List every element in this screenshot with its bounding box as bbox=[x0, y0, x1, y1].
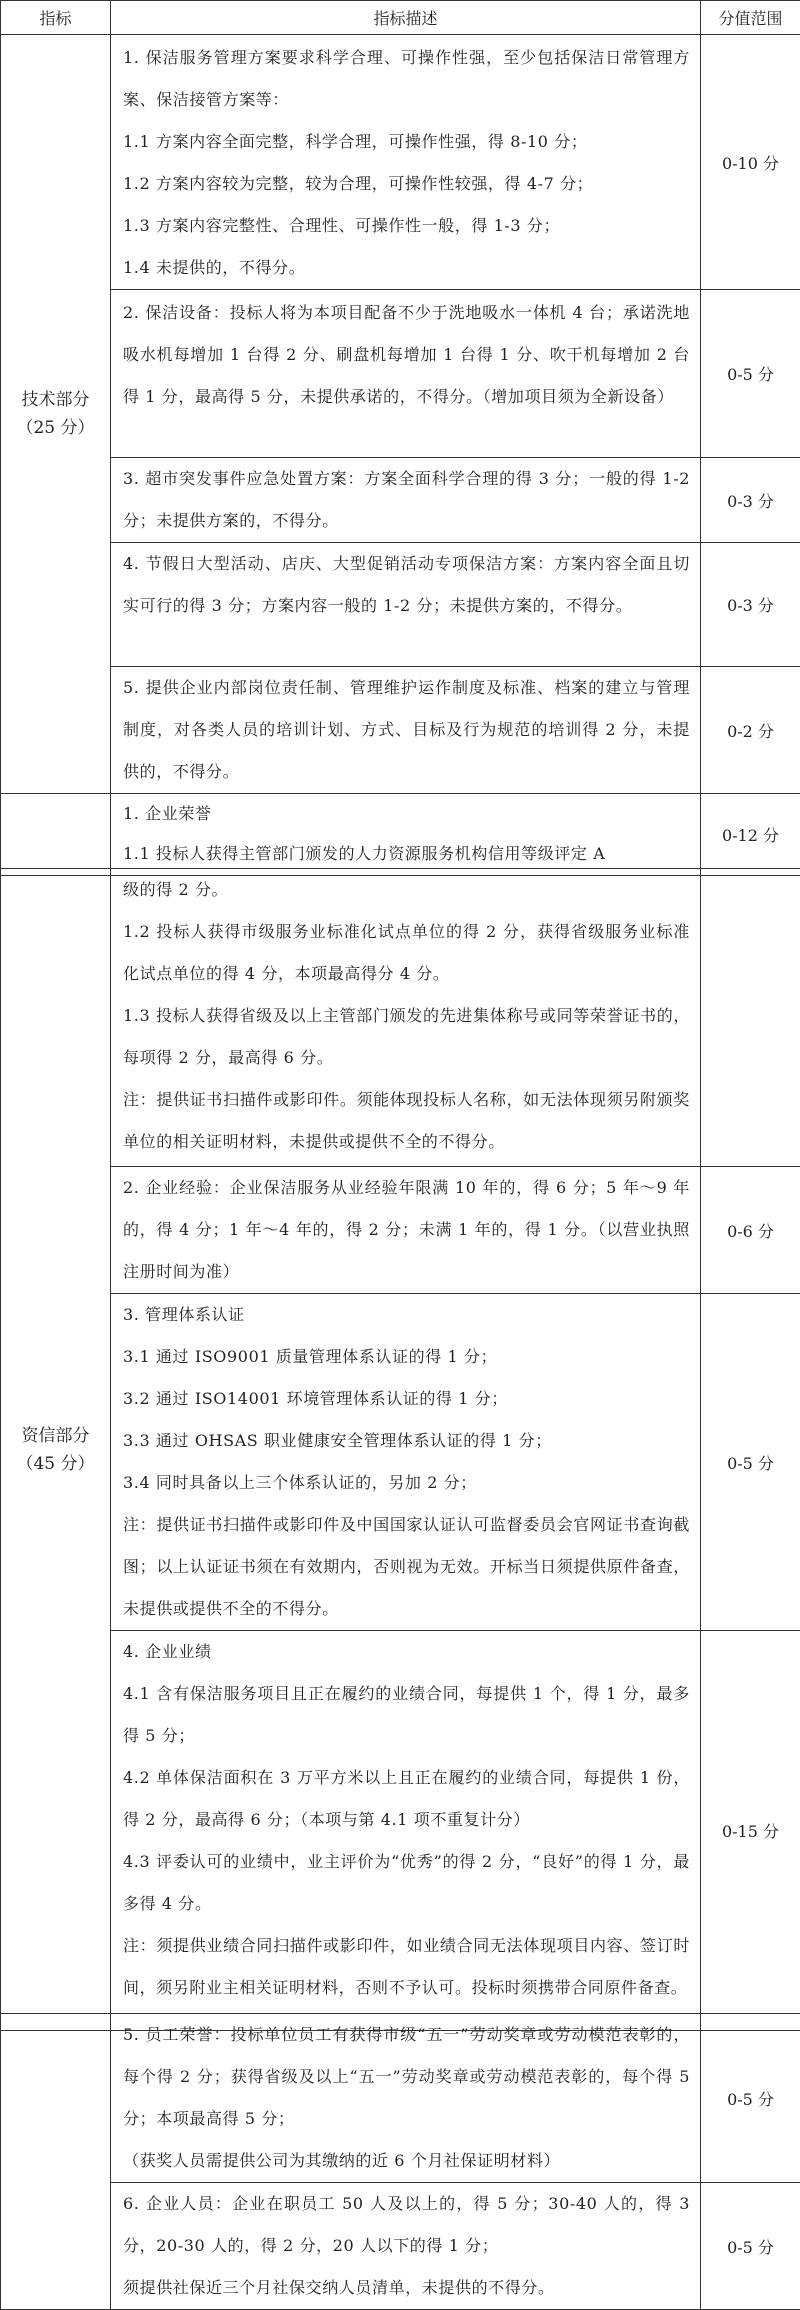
table-row bbox=[1, 2014, 800, 2183]
category-points: （25 分） bbox=[2, 414, 109, 442]
score-range: 0-5 分 bbox=[701, 1294, 800, 1631]
score-range: 0-15 分 bbox=[701, 1631, 800, 2031]
score-range: 0-5 分 bbox=[701, 290, 800, 458]
score-range: 0-2 分 bbox=[701, 667, 800, 794]
criterion-description: 级的得 2 分。 1.2 投标人获得市级服务业标准化试点单位的得 2 分，获得省级服务业标准化试点单位的得 4 分，本项最高得分 4 分。 1.3 投标人获得省级及以上主管部门颁发的先进集体称号或同等荣誉证书的，每项得 2 分，最高得 6 分。 注：提供证书扫描件或影印件。须能体现投标人名称，如无法体现须另附颁奖单位的相关证明材料，未提供或提供不全的不得分。 bbox=[111, 869, 701, 1167]
criterion-description: 5. 提供企业内部岗位责任制、管理维护运作制度及标准、档案的建立与管理制度，对各类人员的培训计划、方式、目标及行为规范的培训得 2 分，未提供的，不得分。 bbox=[111, 667, 701, 794]
criterion-description: 2. 保洁设备：投标人将为本项目配备不少于洗地吸水一体机 4 台；承诺洗地吸水机每增加 1 台得 2 分、刷盘机每增加 1 台得 1 分、吹干机每增加 2 台得 1 分，最高得 5 分，未提供承诺的，不得分。（增加项目须为全新设备） bbox=[111, 290, 701, 458]
criterion-description: 1. 企业荣誉 1.1 投标人获得主管部门颁发的人力资源服务机构信用等级评定 A bbox=[111, 794, 701, 876]
score-range: 0-5 分 bbox=[701, 2014, 800, 2183]
score-range: 0-10 分 bbox=[701, 35, 800, 290]
table-row bbox=[1, 2183, 800, 2310]
score-range: 0-3 分 bbox=[701, 543, 800, 667]
table-row bbox=[1, 1167, 800, 1294]
table-row bbox=[1, 869, 800, 1167]
category-empty bbox=[1, 794, 111, 876]
criterion-description: 3. 超市突发事件应急处置方案：方案全面科学合理的得 3 分；一般的得 1-2 分；未提供方案的，不得分。 bbox=[111, 458, 701, 543]
table-row bbox=[1, 1631, 800, 2031]
criterion-description: 6. 企业人员：企业在职员工 50 人及以上的，得 5 分；30-40 人的，得 3 分，20-30 人的，得 2 分，20 人以下的得 1 分； 须提供社保近三个月社保交纳人员清单，未提供的不得分。 bbox=[111, 2183, 701, 2310]
table-row bbox=[1, 1294, 800, 1631]
criterion-description: 4. 企业业绩 4.1 含有保洁服务项目且正在履约的业绩合同，每提供 1 个，得 1 分，最多得 5 分； 4.2 单体保洁面积在 3 万平方米以上且正在履约的业绩合同，每提供 1 份，得 2 分，最高得 6 分；（本项与第 4.1 项不重复计分） 4.3 评委认可的业绩中，业主评价为“优秀”的得 2 分，“良好”的得 1 分，最多得 4 分。 注：须提供业绩合同扫描件或影印件，如业绩合同无法体现项目内容、签订时间，须另附业主相关证明材料，否则不予认可。投标时须携带合同原件备查。 bbox=[111, 1631, 701, 2031]
score-range: 0-3 分 bbox=[701, 458, 800, 543]
table-header-row bbox=[1, 1, 800, 35]
criterion-description: 1. 保洁服务管理方案要求科学合理、可操作性强，至少包括保洁日常管理方案、保洁接管方案等： 1.1 方案内容全面完整，科学合理，可操作性强，得 8-10 分； 1.2 方案内容较为完整，较为合理，可操作性较强，得 4-7 分； 1.3 方案内容完整性、合理性、可操作性一般，得 1-3 分； 1.4 未提供的，不得分。 bbox=[111, 35, 701, 290]
score-range: 0-5 分 bbox=[701, 2183, 800, 2310]
score-range: 0-6 分 bbox=[701, 1167, 800, 1294]
table-row bbox=[1, 543, 800, 667]
table-row bbox=[1, 667, 800, 794]
table-row bbox=[1, 35, 800, 290]
header-score-range: 分值范围 bbox=[701, 1, 800, 35]
category-name: 技术部分 bbox=[2, 386, 109, 414]
header-description: 指标描述 bbox=[111, 1, 701, 35]
table-row bbox=[1, 458, 800, 543]
table-row bbox=[1, 290, 800, 458]
category-technical bbox=[1, 35, 111, 794]
criterion-description: 5. 员工荣誉：投标单位员工有获得市级“五一”劳动奖章或劳动模范表彰的，每个得 2 分；获得省级及以上“五一”劳动奖章或劳动模范表彰的，每个得 5 分；本项最高得 5 分； （获奖人员需提供公司为其缴纳的近 6 个月社保证明材料） bbox=[111, 2014, 701, 2183]
category-points: （45 分） bbox=[2, 1450, 109, 1478]
category-credit bbox=[1, 869, 111, 2031]
scoring-table-technical bbox=[0, 0, 800, 876]
category-empty bbox=[1, 2014, 111, 2310]
scoring-table-continued bbox=[0, 2013, 800, 2310]
criterion-description: 3. 管理体系认证 3.1 通过 ISO9001 质量管理体系认证的得 1 分； 3.2 通过 ISO14001 环境管理体系认证的得 1 分； 3.3 通过 OHSAS 职业健康安全管理体系认证的得 1 分； 3.4 同时具备以上三个体系认证的，另加 2 分； 注：提供证书扫描件或影印件及中国国家认证认可监督委员会官网证书查询截图；以上认证证书须在有效期内，否则视为无效。开标当日须提供原件备查，未提供或提供不全的不得分。 bbox=[111, 1294, 701, 1631]
score-range bbox=[701, 869, 800, 1167]
score-range: 0-12 分 bbox=[701, 794, 800, 876]
category-name: 资信部分 bbox=[2, 1422, 109, 1450]
header-indicator: 指标 bbox=[1, 1, 111, 35]
scoring-table-credit bbox=[0, 868, 800, 2031]
criterion-description: 4. 节假日大型活动、店庆、大型促销活动专项保洁方案：方案内容全面且切实可行的得 3 分；方案内容一般的 1-2 分；未提供方案的，不得分。 bbox=[111, 543, 701, 667]
table-row bbox=[1, 794, 800, 876]
criterion-description: 2. 企业经验：企业保洁服务从业经验年限满 10 年的，得 6 分；5 年～9 年的，得 4 分；1 年～4 年的，得 2 分；未满 1 年的，得 1 分。（以营业执照注册时间为准） bbox=[111, 1167, 701, 1294]
